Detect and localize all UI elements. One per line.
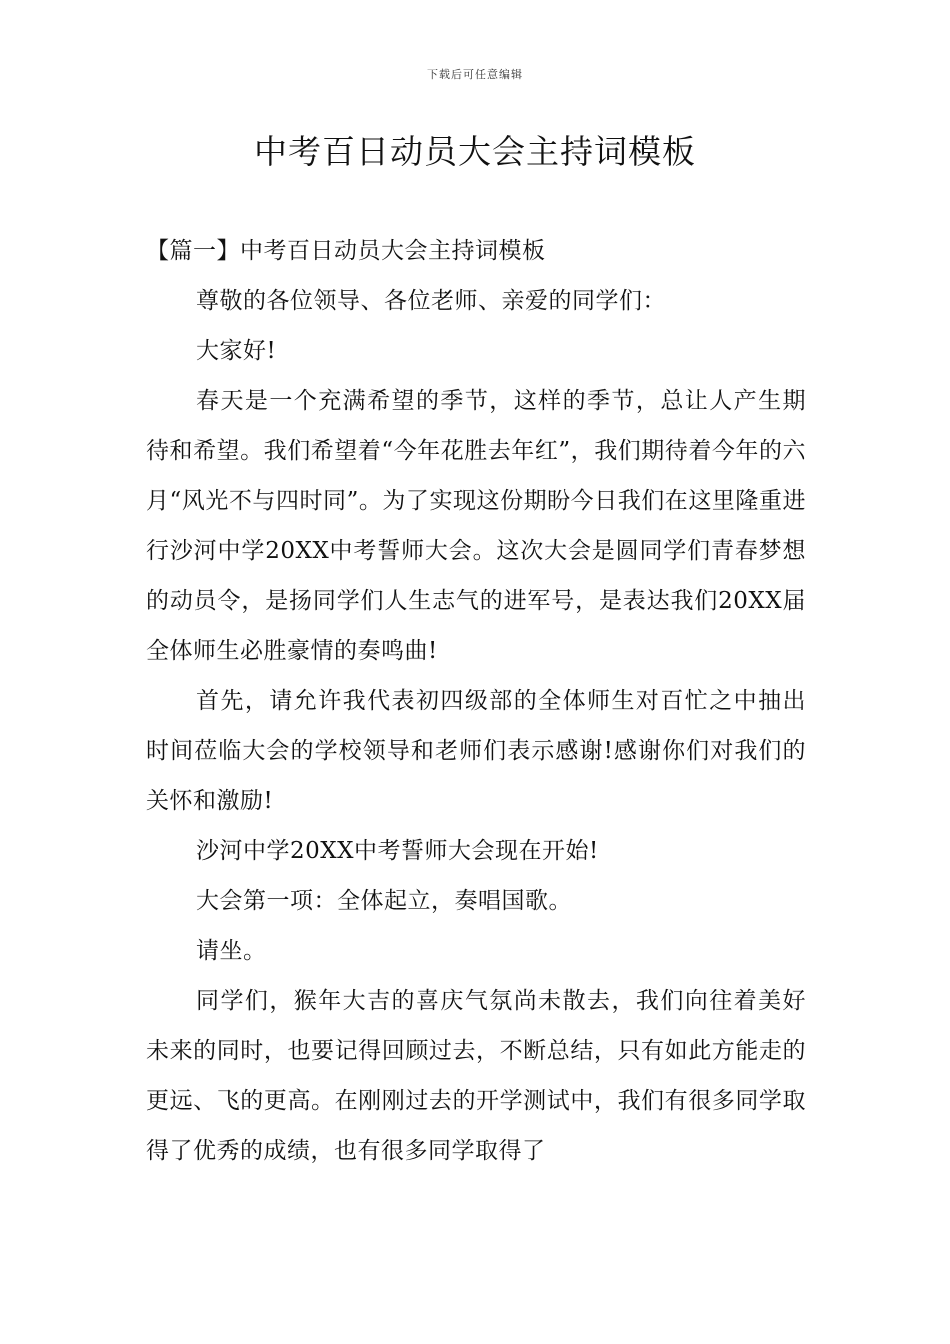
document-body: [146, 226, 806, 1176]
paragraph-hello: 大家好!: [196, 338, 277, 364]
paragraph-thanks: 首先，请允许我代表初四级部的全体师生对百忙之中抽出时间莅临大会的学校领导和老师们表示感谢!感谢你们对我们的关怀和激励!: [146, 688, 806, 814]
section-heading: 【篇一】中考百日动员大会主持词模板: [146, 238, 546, 264]
document-title: 中考百日动员大会主持词模板: [254, 132, 696, 171]
page-header-note: 下载后可任意编辑: [427, 68, 523, 81]
paragraph-students: 同学们，猴年大吉的喜庆气氛尚未散去，我们向往着美好未来的同时，也要记得回顾过去，不断总结，只有如此方能走的更远、飞的更高。在刚刚过去的开学测试中，我们有很多同学取得了优秀的成绩，也有很多同学取得了: [146, 988, 806, 1164]
paragraph-greeting: 尊敬的各位领导、各位老师、亲爱的同学们：: [196, 288, 666, 314]
paragraph-opening: 沙河中学20XX中考誓师大会现在开始!: [196, 838, 599, 864]
paragraph-agenda-item-1: 大会第一项：全体起立，奏唱国歌。: [196, 888, 572, 914]
paragraph-spring: 春天是一个充满希望的季节，这样的季节，总让人产生期待和希望。我们希望着“今年花胜去年红”，我们期待着今年的六月“风光不与四时同”。为了实现这份期盼今日我们在这里隆重进行沙河中学20XX中考誓师大会。这次大会是圆同学们青春梦想的动员令，是扬同学们人生志气的进军号，是表达我们20XX届全体师生必胜豪情的奏鸣曲!: [146, 388, 806, 664]
paragraph-be-seated: 请坐。: [196, 938, 267, 964]
